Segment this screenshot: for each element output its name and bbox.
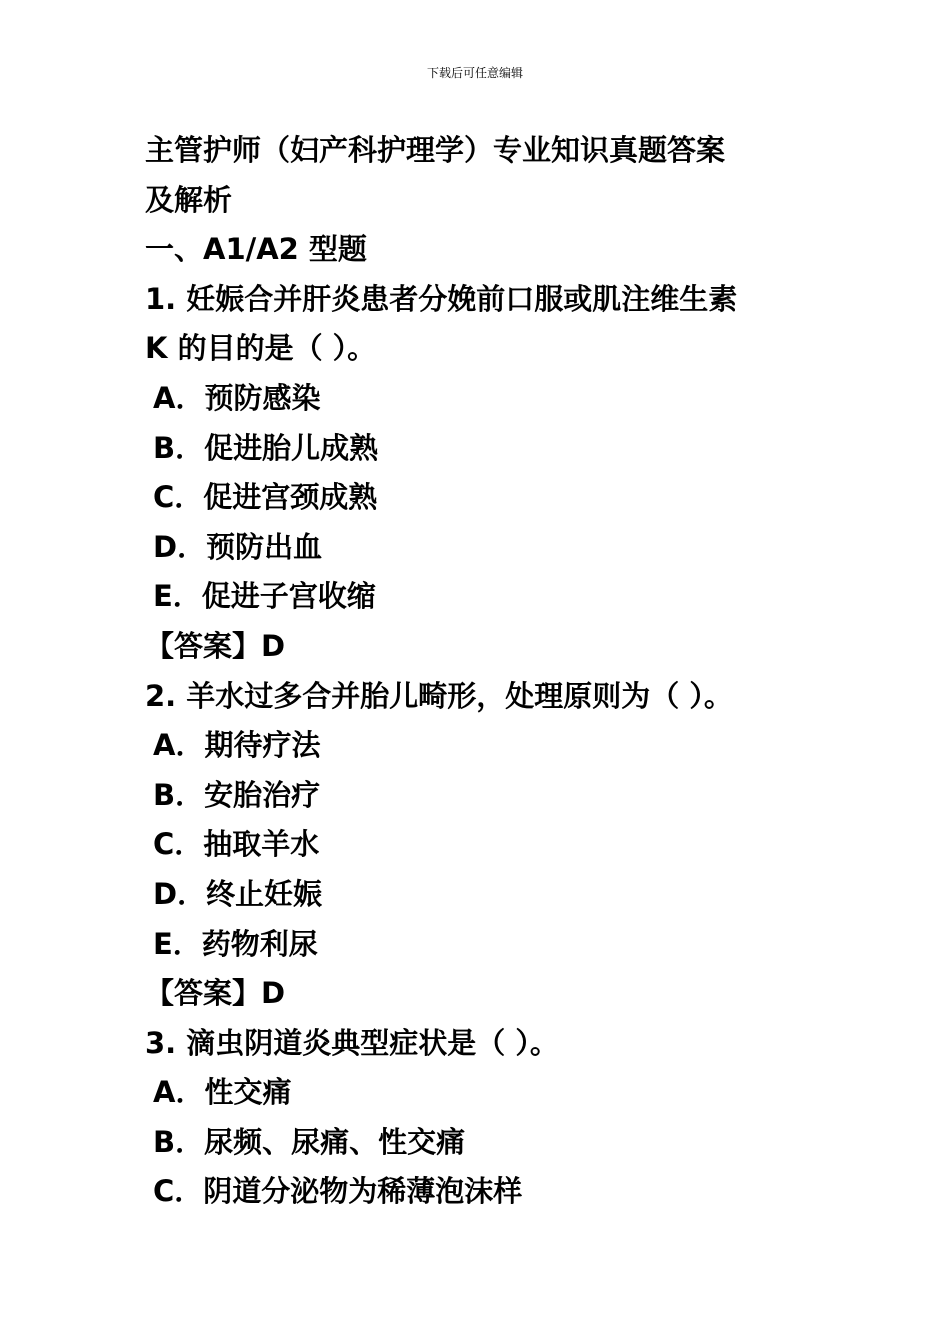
option-e: E．药物利尿 — [153, 926, 318, 961]
document-title-line-1: 主管护师（妇产科护理学）专业知识真题答案 — [145, 133, 726, 167]
option-c: C．阴道分泌物为稀薄泡沫样 — [153, 1174, 523, 1209]
answer: 【答案】D — [145, 976, 286, 1011]
option-a: A．性交痛 — [153, 1075, 292, 1110]
section-heading: 一、A1/A2 型题 — [145, 232, 367, 267]
option-c: C．抽取羊水 — [153, 827, 320, 862]
option-d: D．预防出血 — [153, 529, 323, 564]
question-stem: 3. 滴虫阴道炎典型症状是（ ）。 — [145, 1025, 559, 1060]
question-stem: 1. 妊娠合并肝炎患者分娩前口服或肌注维生素 — [145, 281, 738, 316]
option-a: A．期待疗法 — [153, 728, 321, 763]
question-1 — [145, 275, 825, 672]
question-stem: 2. 羊水过多合并胎儿畸形，处理原则为（ ）。 — [145, 678, 733, 713]
header-note: 下载后可任意编辑 — [426, 66, 523, 80]
option-b: B．促进胎儿成熟 — [153, 430, 379, 465]
option-c: C．促进宫颈成熟 — [153, 480, 378, 515]
option-d: D．终止妊娠 — [153, 876, 323, 911]
option-b: B．安胎治疗 — [153, 777, 321, 812]
document-body — [145, 126, 825, 1217]
document-title-line-2: 及解析 — [145, 182, 233, 217]
question-3 — [145, 1019, 825, 1217]
option-e: E．促进子宫收缩 — [153, 579, 376, 614]
question-2 — [145, 672, 825, 1019]
option-b: B．尿频、尿痛、性交痛 — [153, 1124, 466, 1159]
answer: 【答案】D — [145, 628, 286, 663]
question-stem-continued: K 的目的是（ ）。 — [145, 331, 377, 366]
option-a: A．预防感染 — [153, 380, 321, 415]
